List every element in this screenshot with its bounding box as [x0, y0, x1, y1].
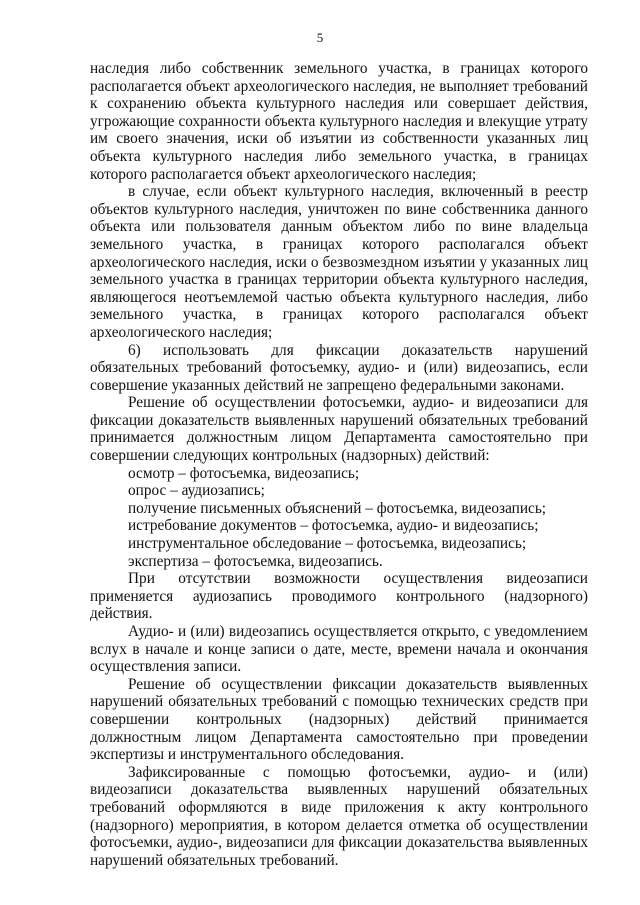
page-number: 5 [316, 30, 324, 45]
list-item: истребование документов – фотосъемка, аудио- и видеозапись; [128, 517, 539, 535]
list-item: осмотр – фотосъемка, видеозапись; [128, 464, 360, 482]
list-item: получение письменных объяснений – фотосъемка, видеозапись; [128, 499, 547, 517]
list-item: экспертиза – фотосъемка, видеозапись. [128, 552, 383, 570]
paragraph-1: наследия либо собственник земельного участка, в границах которого располагается объект археологического наследия, не выполняет требований к сохранению объекта культурного наследия или совершает действия, угрожающие сохранности объекта культурного наследия и влекущие утрату им своего значения, иски об изъятии из собственности указанных лиц объекта культурного наследия либо земельного участка, в границах которого располагается объект археологического наследия; [90, 60, 588, 183]
list-item: инструментальное обследование – фотосъемка, видеозапись; [128, 535, 527, 553]
paragraph-5: При отсутствии возможности осуществления видеозаписи применяется аудиозапись проводимого контрольного (надзорного) действия. [90, 570, 588, 623]
paragraph-6: Аудио- и (или) видеозапись осуществляется открыто, с уведомлением вслух в начале и конце записи о дате, месте, времени начала и окончания осуществления записи. [90, 623, 588, 676]
paragraph-8: Зафиксированные с помощью фотосъемки, аудио- и (или) видеозаписи доказательства выявленных нарушений обязательных требований оформляются в виде приложения к акту контрольного (надзорного) мероприятия, в котором делается отметка об осуществлении фотосъемки, аудио-, видеозаписи для фиксации доказательства выявленных нарушений обязательных требований. [90, 763, 588, 869]
paragraph-4: Решение об осуществлении фотосъемки, аудио- и видеозаписи для фиксации доказательств выявленных нарушений обязательных требований принимается должностным лицом Департамента самостоятельно при совершении следующих контрольных (надзорных) действий: [90, 394, 588, 465]
paragraph-3: 6) использовать для фиксации доказательств нарушений обязательных требований фотосъемку, аудио- и (или) видеозапись, если совершение указанных действий не запрещено федеральными законами. [90, 341, 588, 394]
paragraph-2: в случае, если объект культурного наследия, включенный в реестр объектов культурного наследия, уничтожен по вине собственника данного объекта или пользователя данным объектом либо по вине владельца земельного участка, в границах которого располагался объект археологического наследия, иски о безвозмездном изъятии у указанных лиц земельного участка в границах территории объекта культурного наследия, являющегося неотъемлемой частью объекта культурного наследия, либо земельного участка, в границах которого располагался объект археологического наследия; [90, 183, 588, 341]
list-item: опрос – аудиозапись; [128, 482, 265, 500]
document-body [90, 60, 588, 869]
paragraph-7: Решение об осуществлении фиксации доказательств выявленных нарушений обязательных требований с помощью технических средств при совершении контрольных (надзорных) действий принимается должностным лицом Департамента самостоятельно при проведении экспертизы и инструментального обследования. [90, 675, 588, 764]
